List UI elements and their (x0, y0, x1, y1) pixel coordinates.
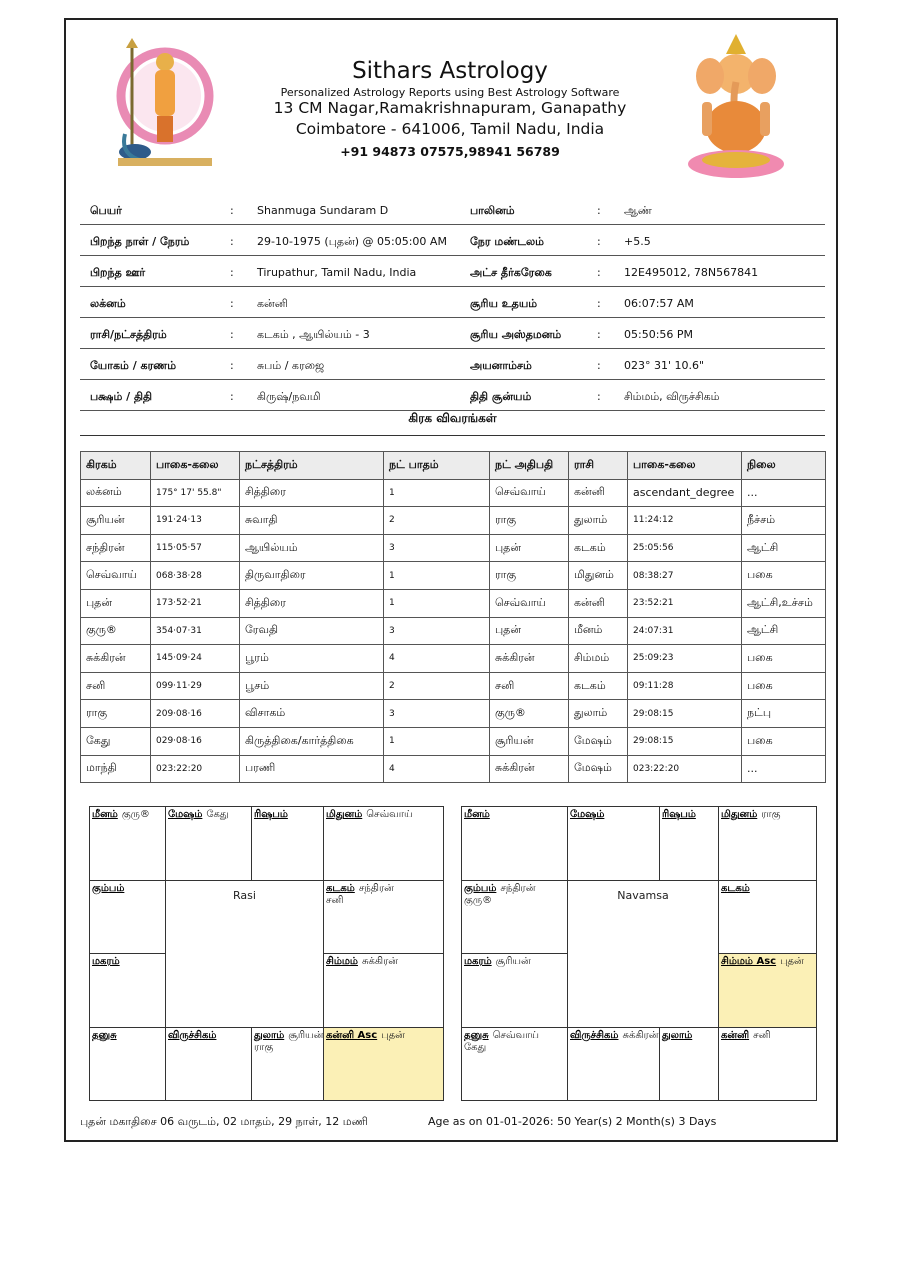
table-cell: 09:11:28 (628, 672, 742, 700)
house-name: மேஷம் (570, 809, 605, 820)
detail-label: திதி சூன்யம் (470, 390, 532, 403)
colon: : (597, 390, 601, 403)
column-header: நட் பாதம் (384, 452, 490, 480)
table-cell: துலாம் (569, 507, 628, 535)
table-cell: செவ்வாய் (490, 589, 569, 617)
planet-entry: ராகு (761, 809, 781, 820)
table-cell: கடகம் (569, 534, 628, 562)
table-cell: சித்திரை (240, 589, 384, 617)
table-cell: 068·38·28 (151, 562, 240, 590)
house-name: கடகம் (721, 882, 750, 894)
table-cell: பூசம் (240, 672, 384, 700)
table-cell: மிதுனம் (569, 562, 628, 590)
company-title: Sithars Astrology (352, 58, 548, 84)
rasi-house-thulam (252, 1027, 324, 1101)
table-cell: 24:07:31 (628, 617, 742, 645)
table-row (81, 672, 826, 700)
table-cell: குரு® (81, 617, 151, 645)
planet-entry: செவ்வாய் (492, 1029, 539, 1041)
planet-entry: சுக்கிரன் (361, 956, 398, 968)
detail-label: ராசி/நட்சத்திரம் (90, 328, 167, 341)
table-cell: ஆட்சி,உச்சம் (742, 589, 826, 617)
planet-entry: சந்திரன் (500, 882, 536, 894)
table-cell: சந்திரன் (81, 534, 151, 562)
house-name: கன்னி Asc (326, 1029, 378, 1041)
rasi-chart (89, 806, 444, 1101)
table-row (81, 617, 826, 645)
detail-label: நேர மண்டலம் (470, 235, 544, 248)
navamsa-house-dhanusu (462, 1027, 568, 1101)
table-cell: சூரியன் (81, 507, 151, 535)
detail-label: பாலினம் (470, 204, 515, 217)
table-cell: புதன் (81, 589, 151, 617)
table-cell: மேஷம் (569, 755, 628, 783)
table-cell: 23:52:21 (628, 589, 742, 617)
rasi-house-kumbam (90, 880, 166, 954)
address-line-2: Coimbatore - 641006, Tamil Nadu, India (295, 120, 605, 138)
navamsa-house-viruchigam (568, 1027, 660, 1101)
table-cell: கேது (81, 727, 151, 755)
detail-label: பிறந்த ஊர் (90, 266, 146, 279)
rasi-house-kanni (324, 1027, 444, 1101)
colon: : (597, 328, 601, 341)
table-cell: திருவாதிரை (240, 562, 384, 590)
house-name: மிதுனம் (326, 809, 363, 820)
table-cell: செவ்வாய் (81, 562, 151, 590)
table-cell: கன்னி (569, 589, 628, 617)
ganesha-image (680, 32, 792, 182)
table-cell: மீனம் (569, 617, 628, 645)
house-name: விருச்சிகம் (570, 1029, 619, 1041)
house-name: கும்பம் (92, 882, 125, 894)
table-cell: துலாம் (569, 700, 628, 728)
table-cell: நீச்சம் (742, 507, 826, 535)
detail-value: Tirupathur, Tamil Nadu, India (257, 266, 417, 279)
house-name: துலாம் (662, 1029, 693, 1041)
planet-entry: புதன் (780, 956, 804, 968)
table-row (81, 700, 826, 728)
table-cell: பகை (742, 727, 826, 755)
planet-entry: சனி (753, 1029, 771, 1041)
table-cell: சூரியன் (490, 727, 569, 755)
rasi-house-viruchigam (166, 1027, 252, 1101)
detail-row (80, 226, 825, 256)
detail-value: 12E495012, 78N567841 (624, 266, 759, 279)
detail-value: ஆண் (624, 204, 652, 217)
navamsa-house-kumbam (462, 880, 568, 954)
detail-value: 06:07:57 AM (624, 297, 694, 310)
table-cell: செவ்வாய் (490, 479, 569, 507)
table-cell: கடகம் (569, 672, 628, 700)
house-name: ரிஷபம் (254, 809, 288, 820)
house-name: சிம்மம் (326, 956, 358, 968)
table-cell: 25:09:23 (628, 645, 742, 673)
planet-entry: கேது (464, 1042, 487, 1054)
house-name: மீனம் (92, 809, 118, 820)
colon: : (597, 204, 601, 217)
table-cell: 29:08:15 (628, 727, 742, 755)
table-cell: லக்னம் (81, 479, 151, 507)
navamsa-house-thulam (660, 1027, 719, 1101)
detail-value: +5.5 (624, 235, 651, 248)
planet-entry: சுக்கிரன் (622, 1029, 659, 1041)
table-cell: 08:38:27 (628, 562, 742, 590)
navamsa-house-meenam (462, 807, 568, 881)
house-name: மகரம் (92, 956, 120, 968)
planet-entry: குரு® (464, 895, 493, 907)
table-row (81, 479, 826, 507)
colon: : (230, 204, 234, 217)
house-name: தனுசு (464, 1029, 489, 1041)
table-cell: ராகு (490, 562, 569, 590)
navamsa-house-rishabam (660, 807, 719, 881)
colon: : (230, 297, 234, 310)
house-name: மிதுனம் (721, 809, 758, 820)
table-cell: சனி (490, 672, 569, 700)
table-cell: ... (742, 755, 826, 783)
table-row (81, 589, 826, 617)
rasi-house-kadagam (324, 880, 444, 954)
table-cell: 1 (384, 727, 490, 755)
detail-label: லக்னம் (90, 297, 126, 310)
table-cell: 191·24·13 (151, 507, 240, 535)
planet-details-title: கிரக விவரங்கள் (408, 411, 497, 425)
planet-entry: செவ்வாய் (366, 809, 413, 820)
table-cell: 145·09·24 (151, 645, 240, 673)
navamsa-house-mithunam (719, 807, 817, 881)
planet-entry: ராகு (254, 1042, 274, 1054)
colon: : (230, 235, 234, 248)
table-cell: சுவாதி (240, 507, 384, 535)
detail-value: 023° 31' 10.6" (624, 359, 705, 372)
house-name: மேஷம் (168, 809, 203, 820)
table-cell: 2 (384, 507, 490, 535)
table-cell: பகை (742, 672, 826, 700)
table-cell: 4 (384, 755, 490, 783)
table-cell: பகை (742, 645, 826, 673)
table-cell: 29:08:15 (628, 700, 742, 728)
rasi-house-simmam (324, 954, 444, 1028)
detail-value: 05:50:56 PM (624, 328, 694, 341)
colon: : (230, 359, 234, 372)
planet-entry: சனி (326, 895, 344, 907)
navamsa-chart (461, 806, 817, 1101)
column-header: நட்சத்திரம் (240, 452, 384, 480)
divider (80, 435, 825, 436)
table-cell: 25:05:56 (628, 534, 742, 562)
table-row (81, 507, 826, 535)
table-cell: சுக்கிரன் (490, 645, 569, 673)
planet-entry: சந்திரன் (358, 882, 394, 894)
planet-entry: கேது (206, 809, 229, 820)
table-cell: குரு® (490, 700, 569, 728)
age-as-on: Age as on 01-01-2026: 50 Year(s) 2 Month(s) 3 Days (428, 1115, 717, 1128)
table-cell: நட்பு (742, 700, 826, 728)
detail-value: கன்னி (257, 297, 288, 310)
table-cell: சனி (81, 672, 151, 700)
navamsa-house-magaram (462, 954, 568, 1028)
table-cell: 099·11·29 (151, 672, 240, 700)
detail-row (80, 350, 825, 380)
house-name: கும்பம் (464, 882, 497, 894)
detail-row (80, 257, 825, 287)
detail-row (80, 195, 825, 225)
table-cell: 023:22:20 (151, 755, 240, 783)
detail-value: சிம்மம், விருச்சிகம் (624, 390, 720, 403)
table-cell: 4 (384, 645, 490, 673)
table-cell: 023:22:20 (628, 755, 742, 783)
detail-row (80, 319, 825, 349)
navamsa-house-kadagam (719, 880, 817, 954)
rasi-center-label: Rasi (166, 880, 324, 1027)
column-header: நட் அதிபதி (490, 452, 569, 480)
colon: : (597, 297, 601, 310)
detail-label: சூரிய உதயம் (470, 297, 538, 310)
table-cell: புதன் (490, 534, 569, 562)
planet-entry: குரு® (121, 809, 150, 820)
company-subtitle: Personalized Astrology Reports using Best Astrology Software (280, 86, 620, 99)
table-cell: ஆயில்யம் (240, 534, 384, 562)
detail-label: யோகம் / கரணம் (90, 359, 177, 372)
colon: : (597, 235, 601, 248)
detail-row (80, 381, 825, 411)
detail-value: கடகம் , ஆயில்யம் - 3 (257, 328, 370, 341)
table-row (81, 755, 826, 783)
detail-row (80, 288, 825, 318)
table-row (81, 562, 826, 590)
column-header: நிலை (742, 452, 826, 480)
table-cell: ரேவதி (240, 617, 384, 645)
table-cell: 173·52·21 (151, 589, 240, 617)
table-cell: 029·08·16 (151, 727, 240, 755)
table-cell: 11:24:12 (628, 507, 742, 535)
navamsa-house-mesham (568, 807, 660, 881)
table-cell: மேஷம் (569, 727, 628, 755)
table-cell: 354·07·31 (151, 617, 240, 645)
table-cell: கிருத்திகை/கார்த்திகை (240, 727, 384, 755)
column-header: பாகை-கலை (628, 452, 742, 480)
detail-value: கிருஷ்/நவமி (257, 390, 321, 403)
table-cell: ராகு (81, 700, 151, 728)
table-row (81, 534, 826, 562)
column-header: ராசி (569, 452, 628, 480)
navamsa-house-simmam (719, 954, 817, 1028)
table-cell: 209·08·16 (151, 700, 240, 728)
table-cell: சுக்கிரன் (81, 645, 151, 673)
table-cell: பகை (742, 562, 826, 590)
detail-label: பக்ஷம் / திதி (90, 390, 153, 403)
detail-label: சூரிய அஸ்தமனம் (470, 328, 562, 341)
table-cell: 175° 17' 55.8" (151, 479, 240, 507)
detail-label: பெயர் (90, 204, 122, 217)
house-name: மகரம் (464, 956, 492, 968)
table-cell: ... (742, 479, 826, 507)
detail-value: Shanmuga Sundaram D (257, 204, 389, 217)
column-header: பாகை-கலை (151, 452, 240, 480)
detail-label: அட்ச தீர்கரேகை (470, 266, 552, 279)
house-name: தனுசு (92, 1029, 117, 1041)
planet-entry: புதன் (381, 1029, 405, 1041)
rasi-house-meenam (90, 807, 166, 881)
navamsa-house-kanni (719, 1027, 817, 1101)
table-cell: கன்னி (569, 479, 628, 507)
planet-entry: சூரியன் (495, 956, 531, 968)
detail-value: சுபம் / கரஜை (257, 359, 325, 372)
colon: : (597, 266, 601, 279)
table-cell: 1 (384, 589, 490, 617)
house-name: கடகம் (326, 882, 355, 894)
table-cell: 3 (384, 700, 490, 728)
colon: : (230, 266, 234, 279)
table-cell: பரணி (240, 755, 384, 783)
detail-label: பிறந்த நாள் / நேரம் (90, 235, 190, 248)
table-cell: சுக்கிரன் (490, 755, 569, 783)
phone-numbers: +91 94873 07575,98941 56789 (340, 144, 560, 159)
column-header: கிரகம் (81, 452, 151, 480)
table-cell: 3 (384, 534, 490, 562)
colon: : (230, 328, 234, 341)
rasi-house-dhanusu (90, 1027, 166, 1101)
rasi-house-mesham (166, 807, 252, 881)
address-line-1: 13 CM Nagar,Ramakrishnapuram, Ganapathy (273, 99, 627, 117)
table-cell: பூரம் (240, 645, 384, 673)
rasi-house-rishabam (252, 807, 324, 881)
planet-table (80, 451, 826, 783)
house-name: சிம்மம் Asc (721, 956, 777, 968)
table-cell: மாந்தி (81, 755, 151, 783)
navamsa-center-label: Navamsa (568, 880, 719, 1027)
table-row (81, 645, 826, 673)
table-cell: ஆட்சி (742, 534, 826, 562)
planet-entry: சூரியன் (288, 1029, 324, 1041)
table-cell: 1 (384, 479, 490, 507)
murugan-image (110, 34, 220, 174)
table-row (81, 727, 826, 755)
table-cell: புதன் (490, 617, 569, 645)
house-name: விருச்சிகம் (168, 1029, 217, 1041)
house-name: ரிஷபம் (662, 809, 696, 820)
detail-value: 29-10-1975 (புதன்) @ 05:05:00 AM (257, 235, 447, 248)
table-cell: 2 (384, 672, 490, 700)
table-cell: 1 (384, 562, 490, 590)
colon: : (597, 359, 601, 372)
house-name: கன்னி (721, 1029, 750, 1041)
table-cell: 3 (384, 617, 490, 645)
table-cell: ராகு (490, 507, 569, 535)
detail-label: அயனாம்சம் (470, 359, 532, 372)
table-cell: சிம்மம் (569, 645, 628, 673)
table-cell: 115·05·57 (151, 534, 240, 562)
table-cell: ஆட்சி (742, 617, 826, 645)
rasi-house-mithunam (324, 807, 444, 881)
colon: : (230, 390, 234, 403)
house-name: துலாம் (254, 1029, 285, 1041)
table-cell: விசாகம் (240, 700, 384, 728)
house-name: மீனம் (464, 809, 490, 820)
rasi-house-magaram (90, 954, 166, 1028)
table-cell: ascendant_degree (628, 479, 742, 507)
dasa-balance: புதன் மகாதிசை 06 வருடம், 02 மாதம், 29 நாள், 12 மணி (80, 1115, 368, 1128)
table-cell: சித்திரை (240, 479, 384, 507)
